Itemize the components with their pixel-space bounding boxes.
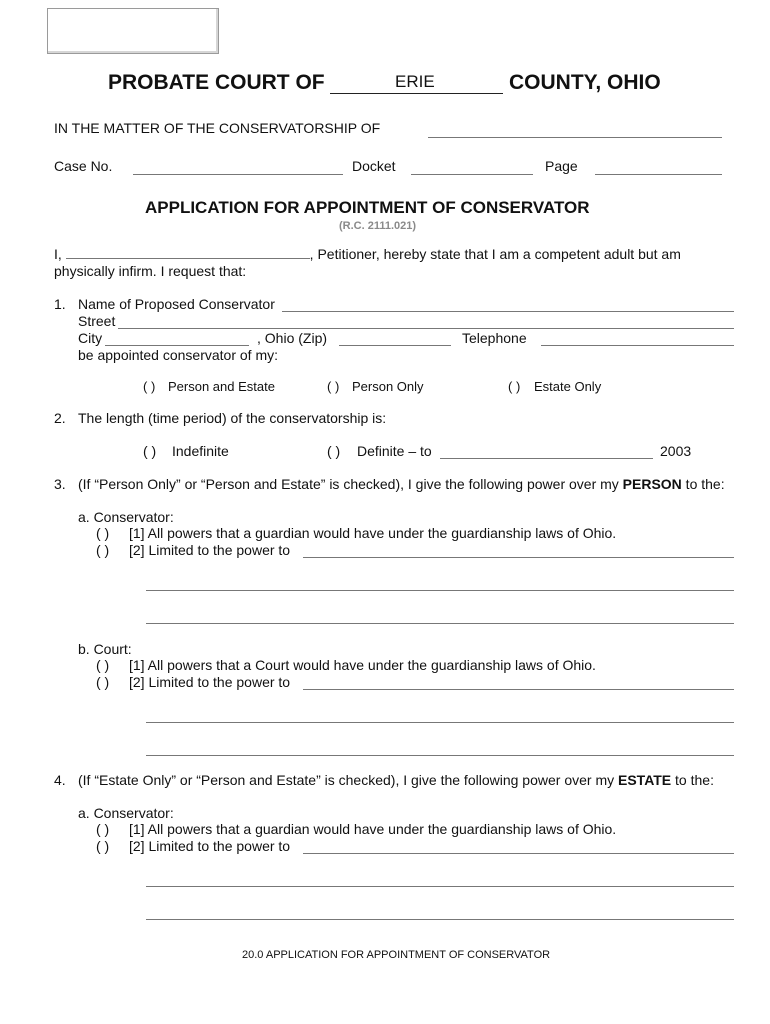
form-title: APPLICATION FOR APPOINTMENT OF CONSERVATOR: [145, 198, 590, 217]
option-estate-only-checkbox[interactable]: ( ): [508, 379, 521, 394]
definite-date-field[interactable]: [440, 458, 653, 459]
proposed-conservator-label: Name of Proposed Conservator: [78, 296, 275, 312]
person-conservator-limited-field-2[interactable]: [146, 590, 734, 591]
indefinite-label: Indefinite: [172, 443, 229, 459]
telephone-field[interactable]: [541, 345, 734, 346]
definite-label: Definite – to: [357, 443, 432, 459]
definite-year: 2003: [660, 443, 692, 459]
city-label: City: [78, 330, 103, 346]
ohio-zip-label: , Ohio (Zip): [257, 330, 328, 346]
telephone-label: Telephone: [462, 330, 527, 346]
estate-conservator-all-checkbox[interactable]: ( ): [96, 821, 110, 837]
statement-line-2: physically infirm. I request that:: [54, 263, 247, 279]
person-court-all-checkbox[interactable]: ( ): [96, 657, 110, 673]
person-conservator-all-checkbox[interactable]: ( ): [96, 525, 110, 541]
estate-conservator-limited-label: [2] Limited to the power to: [129, 838, 291, 854]
length-label: The length (time period) of the conservatorship is:: [78, 410, 387, 426]
estate-conservator-limited-field-3[interactable]: [146, 919, 734, 920]
person-court-limited-label: [2] Limited to the power to: [129, 674, 291, 690]
person-conservator-all-label: [1] All powers that a guardian would have under the guardianship laws of Ohio.: [129, 525, 617, 541]
person-conservator-limited-checkbox[interactable]: ( ): [96, 542, 110, 558]
person-conservator-limited-label: [2] Limited to the power to: [129, 542, 291, 558]
docket-field[interactable]: [411, 174, 533, 175]
ward-name-field[interactable]: [428, 137, 722, 138]
court-title-suffix: COUNTY, OHIO: [509, 71, 661, 94]
i-label: I,: [54, 246, 62, 262]
estate-conservator-limited-checkbox[interactable]: ( ): [96, 838, 110, 854]
city-field[interactable]: [105, 345, 249, 346]
person-conservator-limited-field-1[interactable]: [303, 557, 734, 558]
person-court-limited-field-3[interactable]: [146, 755, 734, 756]
option-person-and-estate-checkbox[interactable]: ( ): [143, 379, 156, 394]
estate-conservator-all-label: [1] All powers that a guardian would have under the guardianship laws of Ohio.: [129, 821, 617, 837]
option-estate-only-label: Estate Only: [534, 379, 602, 394]
appointed-label: be appointed conservator of my:: [78, 347, 279, 363]
person-court-all-label: [1] All powers that a Court would have under the guardianship laws of Ohio.: [129, 657, 596, 673]
estate-conservator-limited-field-2[interactable]: [146, 886, 734, 887]
county-underline: [330, 93, 503, 94]
petitioner-name-field[interactable]: [66, 247, 310, 259]
court-title-prefix: PROBATE COURT OF: [108, 71, 325, 94]
definite-checkbox[interactable]: ( ): [327, 443, 341, 459]
section-4-number: 4.: [54, 772, 66, 788]
person-power-label: (If “Person Only” or “Person and Estate” is checked), I give the following power over my PERSON to the:: [78, 476, 725, 492]
option-person-only-label: Person Only: [352, 379, 424, 394]
estate-power-label: (If “Estate Only” or “Person and Estate” is checked), I give the following power over my ESTATE to the:: [78, 772, 714, 788]
case-no-field[interactable]: [133, 174, 343, 175]
option-person-and-estate-label: Person and Estate: [168, 379, 275, 394]
indefinite-checkbox[interactable]: ( ): [143, 443, 157, 459]
petitioner-statement: [54, 246, 716, 280]
person-conservator-limited-field-3[interactable]: [146, 623, 734, 624]
option-person-only-checkbox[interactable]: ( ): [327, 379, 340, 394]
section-1-number: 1.: [54, 296, 66, 312]
proposed-conservator-field[interactable]: [282, 311, 734, 312]
person-court-label: b. Court:: [78, 641, 132, 657]
page-label: Page: [545, 158, 578, 174]
county-field[interactable]: ERIE: [395, 72, 435, 91]
person-conservator-label: a. Conservator:: [78, 509, 174, 525]
filing-stamp-box: [47, 8, 219, 54]
docket-label: Docket: [352, 158, 396, 174]
estate-conservator-limited-field-1[interactable]: [303, 853, 734, 854]
statute-reference: (R.C. 2111.021): [339, 220, 417, 232]
section-2-number: 2.: [54, 410, 66, 426]
case-no-label: Case No.: [54, 158, 113, 174]
form-footer: 20.0 APPLICATION FOR APPOINTMENT OF CONSERVATOR: [242, 949, 551, 961]
section-3-number: 3.: [54, 476, 66, 492]
person-court-limited-checkbox[interactable]: ( ): [96, 674, 110, 690]
estate-conservator-label: a. Conservator:: [78, 805, 174, 821]
street-label: Street: [78, 313, 116, 329]
person-court-limited-field-2[interactable]: [146, 722, 734, 723]
street-field[interactable]: [118, 328, 734, 329]
person-court-limited-field-1[interactable]: [303, 689, 734, 690]
page-field[interactable]: [595, 174, 722, 175]
statement-line-1: , Petitioner, hereby state that I am a competent adult but am: [309, 246, 681, 262]
matter-label: IN THE MATTER OF THE CONSERVATORSHIP OF: [54, 120, 381, 136]
zip-field[interactable]: [339, 345, 451, 346]
